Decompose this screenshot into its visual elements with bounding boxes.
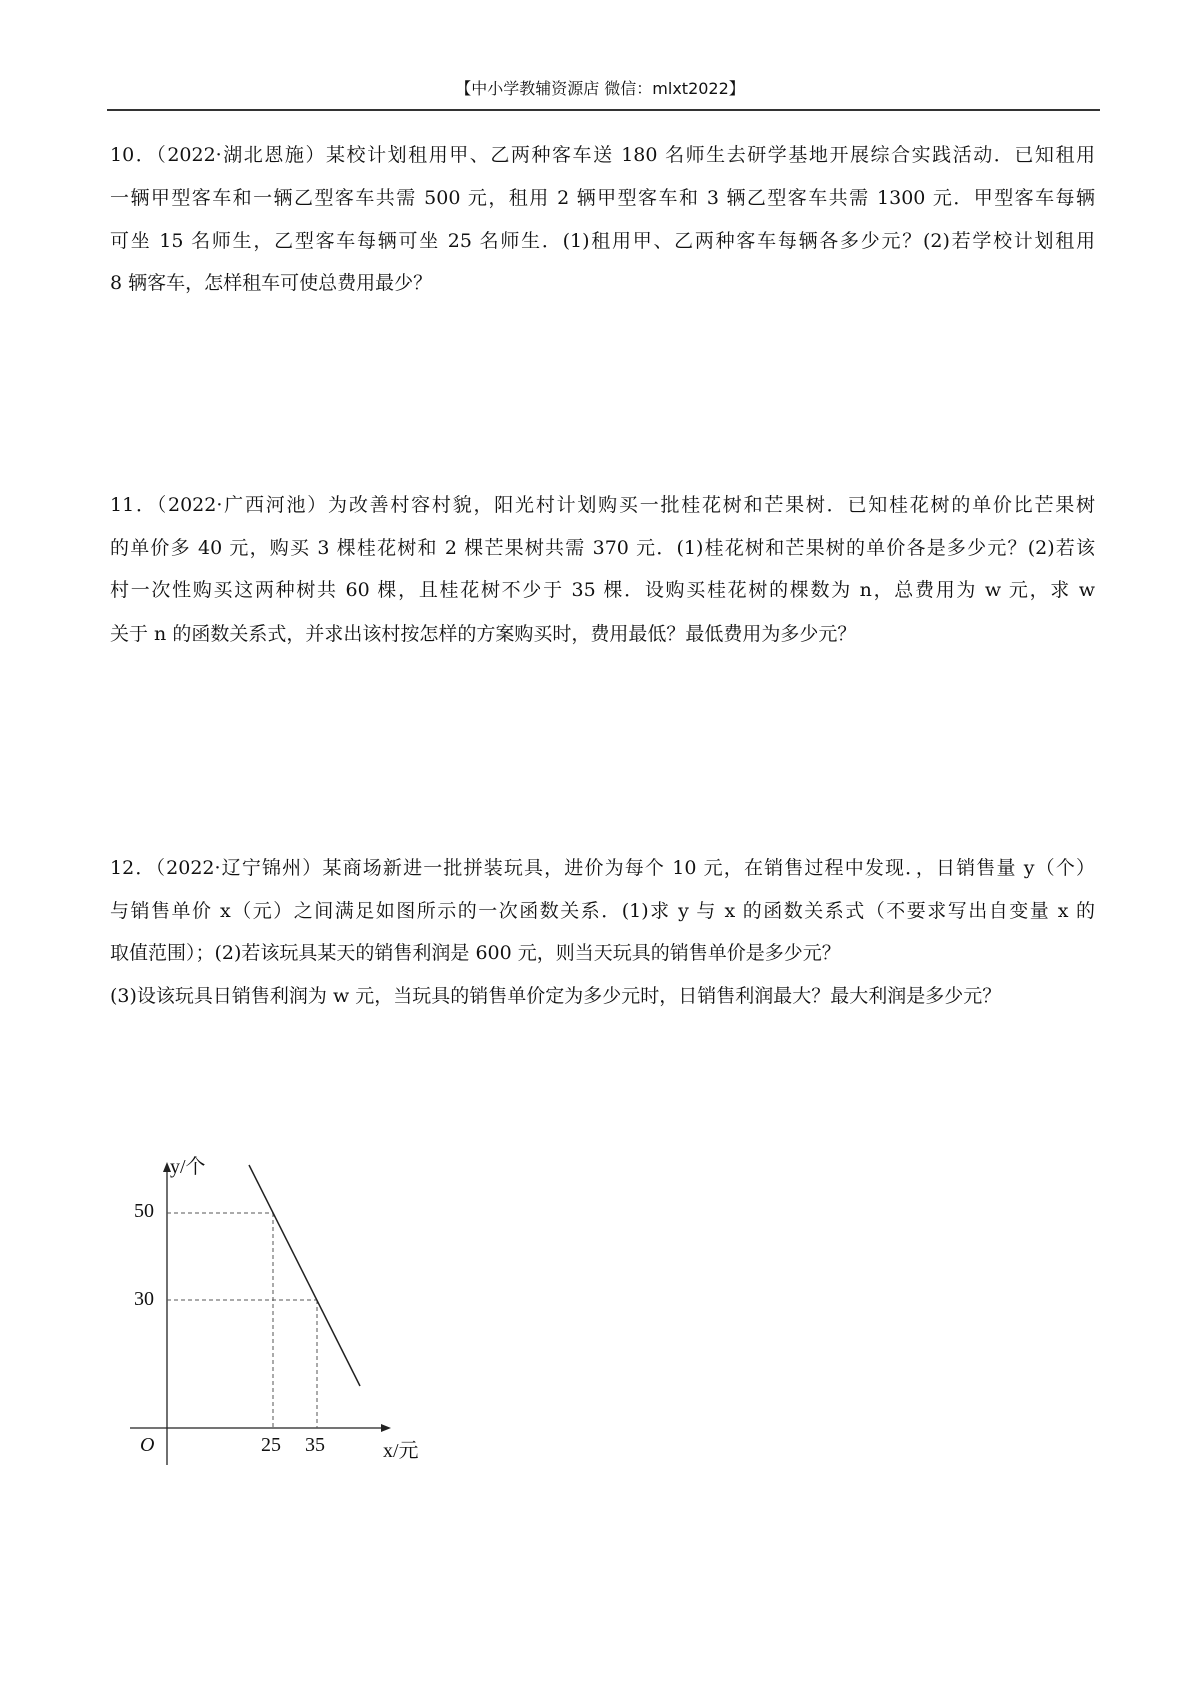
q10-line: 一辆甲型客车和一辆乙型客车共需 500 元，租用 2 辆甲型客车和 3 辆乙型客车共需 1300 元．甲型客车每辆 (110, 187, 1095, 209)
x-axis-arrow (381, 1424, 391, 1432)
y-axis-label: y/个 (170, 1156, 206, 1178)
y-tick-label: 50 (134, 1200, 154, 1222)
q12-line: (3)设该玩具日销售利润为 w 元，当玩具的销售单价定为多少元时，日销售利润最大？最大利润是多少元？ (110, 985, 1002, 1007)
x-tick-label: 35 (305, 1434, 325, 1456)
q12-line: 取值范围）；(2)若该玩具某天的销售利润是 600 元，则当天玩具的销售单价是多少元？ (110, 942, 841, 964)
x-tick-label: 25 (261, 1434, 281, 1456)
q11-line: 村一次性购买这两种树共 60 棵，且桂花树不少于 35 棵．设购买桂花树的棵数为 n，总费用为 w 元，求 w (110, 579, 1095, 601)
q12-line: 12．（2022·辽宁锦州）某商场新进一批拼装玩具，进价为每个 10 元，在销售过程中发现．，日销售量 y（个） (110, 857, 1095, 879)
q12-line: 与销售单价 x（元）之间满足如图所示的一次函数关系．(1)求 y 与 x 的函数关系式（不要求写出自变量 x 的 (110, 900, 1095, 922)
q11-line: 的单价多 40 元，购买 3 棵桂花树和 2 棵芒果树共需 370 元．(1)桂花树和芒果树的单价各是多少元？(2)若该 (110, 537, 1095, 559)
function-line (249, 1165, 360, 1386)
origin-label: O (140, 1434, 155, 1456)
q10-line: 8 辆客车，怎样租车可使总费用最少？ (110, 272, 433, 294)
x-axis-label: x/元 (383, 1440, 419, 1462)
q11-line: 11．（2022·广西河池）为改善村容村貌，阳光村计划购买一批桂花树和芒果树．已知桂花树的单价比芒果树 (110, 494, 1095, 516)
y-tick-label: 30 (134, 1288, 154, 1310)
q11-line: 关于 n 的函数关系式，并求出该村按怎样的方案购买时，费用最低？最低费用为多少元？ (110, 623, 857, 645)
page-header: 【中小学教辅资源店 微信：mlxt2022】 (455, 79, 745, 98)
q10-line: 10．（2022·湖北恩施）某校计划租用甲、乙两种客车送 180 名师生去研学基地开展综合实践活动．已知租用 (110, 144, 1095, 166)
q10-line: 可坐 15 名师生，乙型客车每辆可坐 25 名师生．(1)租用甲、乙两种客车每辆各多少元？(2)若学校计划租用 (110, 230, 1095, 252)
